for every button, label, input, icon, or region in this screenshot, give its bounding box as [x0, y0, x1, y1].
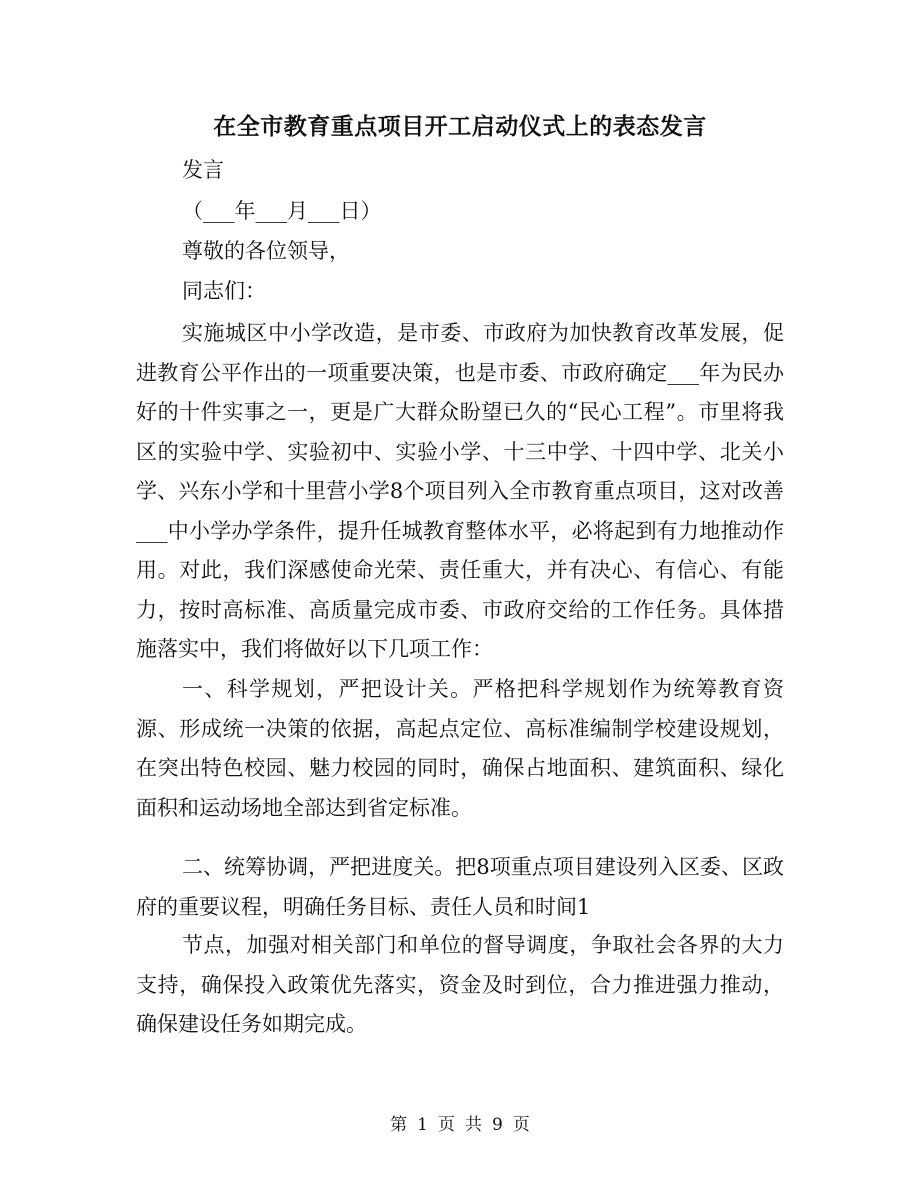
- footer-current-page: 1: [417, 1115, 428, 1135]
- page-footer: [0, 1112, 920, 1138]
- date-line: （___年___月___日）: [182, 199, 382, 223]
- paragraph-coordination: 二、统筹协调，严把进度关。把8项重点项目建设列入区委、区政府的重要议程，明确任务目标、责任人员和时间1: [136, 855, 784, 919]
- footer-total-pages: 9: [492, 1115, 503, 1135]
- salutation-leaders: 尊敬的各位领导，: [182, 239, 350, 263]
- footer-prefix: 第: [390, 1115, 408, 1135]
- subtitle: 发言: [182, 158, 224, 182]
- footer-page-label: 页: [438, 1115, 455, 1135]
- paragraph-intro: 实施城区中小学改造，是市委、市政府为加快教育改革发展，促进教育公平作出的一项重要决策，也是市委、市政府确定___年为民办好的十件实事之一，更是广大群众盼望已久的“民心工程”。市里将我区的实验中学、实验初中、实验小学、十三中学、十四中学、北关小学、兴东小学和十里营小学8个项目列入全市教育重点项目，这对改善___中小学办学条件，提升任城教育整体水平，必将起到有力地推动作用。对此，我们深感使命光荣、责任重大，并有决心、有信心、有能力，按时高标准、高质量完成市委、市政府交给的工作任务。具体措施落实中，我们将做好以下几项工作：: [136, 321, 784, 661]
- footer-total-label: 共: [465, 1115, 482, 1135]
- footer-suffix: 页: [512, 1115, 530, 1135]
- document-title: 在全市教育重点项目开工启动仪式上的表态发言: [213, 113, 707, 140]
- paragraph-coordination-continued: 节点，加强对相关部门和单位的督导调度，争取社会各界的大力支持，确保投入政策优先落实，资金及时到位，合力推进强力推动，确保建设任务如期完成。: [136, 933, 784, 1036]
- paragraph-planning: 一、科学规划，严把设计关。严格把科学规划作为统筹教育资源、形成统一决策的依据，高起点定位、高标准编制学校建设规划，在突出特色校园、魅力校园的同时，确保占地面积、建筑面积、绿化面积和运动场地全部达到省定标准。: [136, 677, 784, 820]
- salutation-comrades: 同志们：: [182, 279, 266, 303]
